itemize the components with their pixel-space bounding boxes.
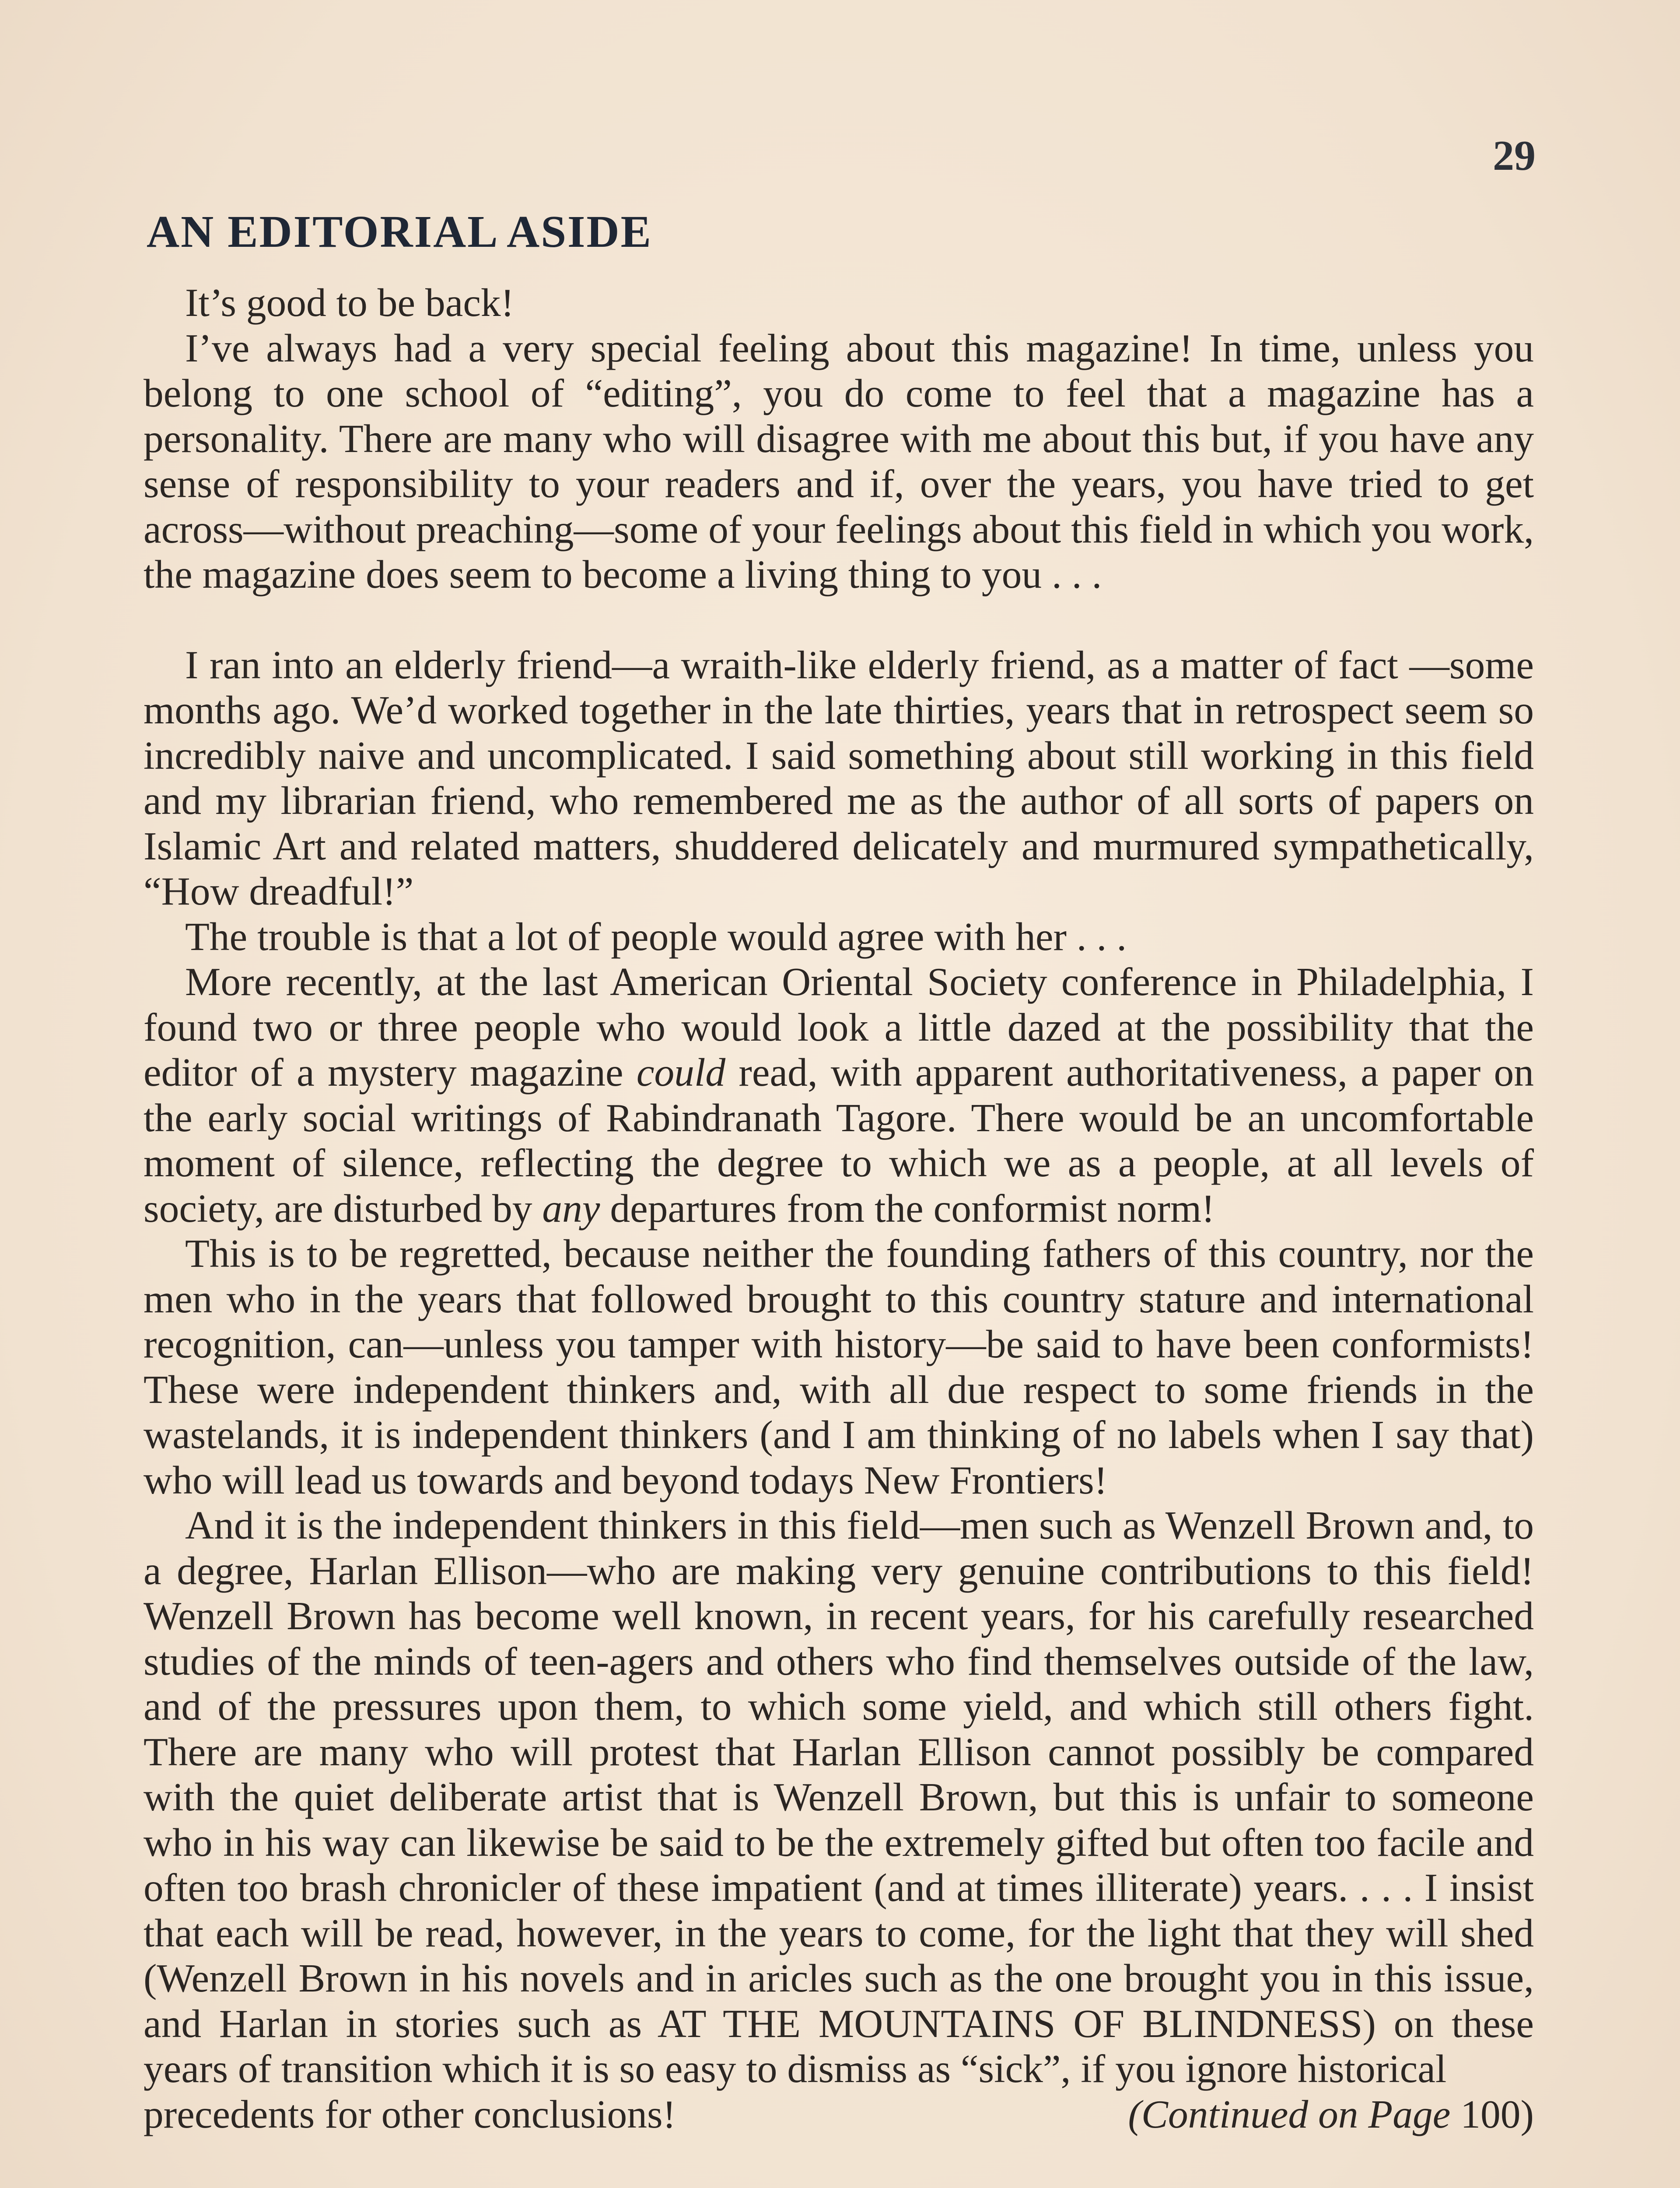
continued-note: [1128, 2092, 1534, 2137]
page-number: 29: [1493, 132, 1536, 179]
paragraph-5-text-c: departures from the conformist norm!: [600, 1185, 1215, 1231]
paragraph-3: I ran into an elderly friend—a wraith-like elderly friend, as a matter of fact —some months ago. We’d worked together in the late thirties, years that in retrospect seem so incredibly naive and uncomplicated. I said something about still working in this field and my librarian friend, who remembered me as the author of all sorts of papers on Islamic Art and related matters, shuddered delicately and murmured sympathetically, “How dreadful!”: [144, 642, 1534, 913]
paragraph-5-text-b: read, with apparent authoritativeness, a paper on the early social writings of Rabindranath Tagore. There would be an uncomfortable moment of silence, reflecting the degree to which we as a people, at all levels of society, are disturbed by: [144, 1050, 1534, 1231]
paragraph-2: I’ve always had a very special feeling about this magazine! In time, unless you belong to one school of “editing”, you do come to feel that a magazine has a personality. There are many who will disagree with me about this but, if you have any sense of responsibility to your readers and if, over the years, you have tried to get across—without preaching—some of your feelings about this field in which you work, the magazine does seem to become a living thing to you . . .: [144, 325, 1534, 596]
paragraph-5-text-a: More recently, at the last American Oriental Society conference in Philadelphia, I found two or three people who would look a little dazed at the possibility that the editor of a mystery magazine: [144, 959, 1534, 1094]
final-line: [144, 2092, 1534, 2137]
final-line-text: precedents for other conclusions!: [144, 2091, 676, 2136]
continued-page-number: 100: [1460, 2091, 1521, 2136]
article-heading: AN EDITORIAL ASIDE: [147, 207, 653, 257]
continued-label: (Continued on Page: [1128, 2091, 1461, 2136]
paragraph-4: The trouble is that a lot of people would agree with her . . .: [185, 914, 1127, 959]
emphasis-any: any: [542, 1185, 600, 1231]
paragraph-1: It’s good to be back!: [185, 280, 514, 325]
paragraph-7: And it is the independent thinkers in this field—men such as Wenzell Brown and, to a degree, Harlan Ellison—who are making very genuine contributions to this field! Wenzell Brown has become well known, in recent years, for his carefully researched studies of the minds of teen-agers and others who find themselves outside of the law, and of the pressures upon them, to which some yield, and which still others fight. There are many who will protest that Harlan Ellison cannot possibly be compared with the quiet deliberate artist that is Wenzell Brown, but this is unfair to someone who in his way can likewise be said to be the extremely gifted but often too facile and often too brash chronicler of these impatient (and at times illiterate) years. . . . I insist that each will be read, however, in the years to come, for the light that they will shed (Wenzell Brown in his novels and in aricles such as the one brought you in this issue, and Harlan in stories such as AT THE MOUNTAINS OF BLINDNESS) on these years of transition which it is so easy to dismiss as “sick”, if you ignore historical: [144, 1503, 1534, 2091]
article-body: [144, 280, 1534, 2137]
continued-close: ): [1520, 2091, 1534, 2136]
paragraph-5: [144, 959, 1534, 1231]
emphasis-could: could: [636, 1050, 726, 1094]
paragraph-6: This is to be regretted, because neither the founding fathers of this country, nor the men who in the years that followed brought to this country stature and international recognition, can—unless you tamper with history—be said to have been conformists! These were independent thinkers and, with all due respect to some friends in the wastelands, it is independent thinkers (and I am thinking of no labels when I say that) who will lead us towards and beyond todays New Frontiers!: [144, 1231, 1534, 1502]
